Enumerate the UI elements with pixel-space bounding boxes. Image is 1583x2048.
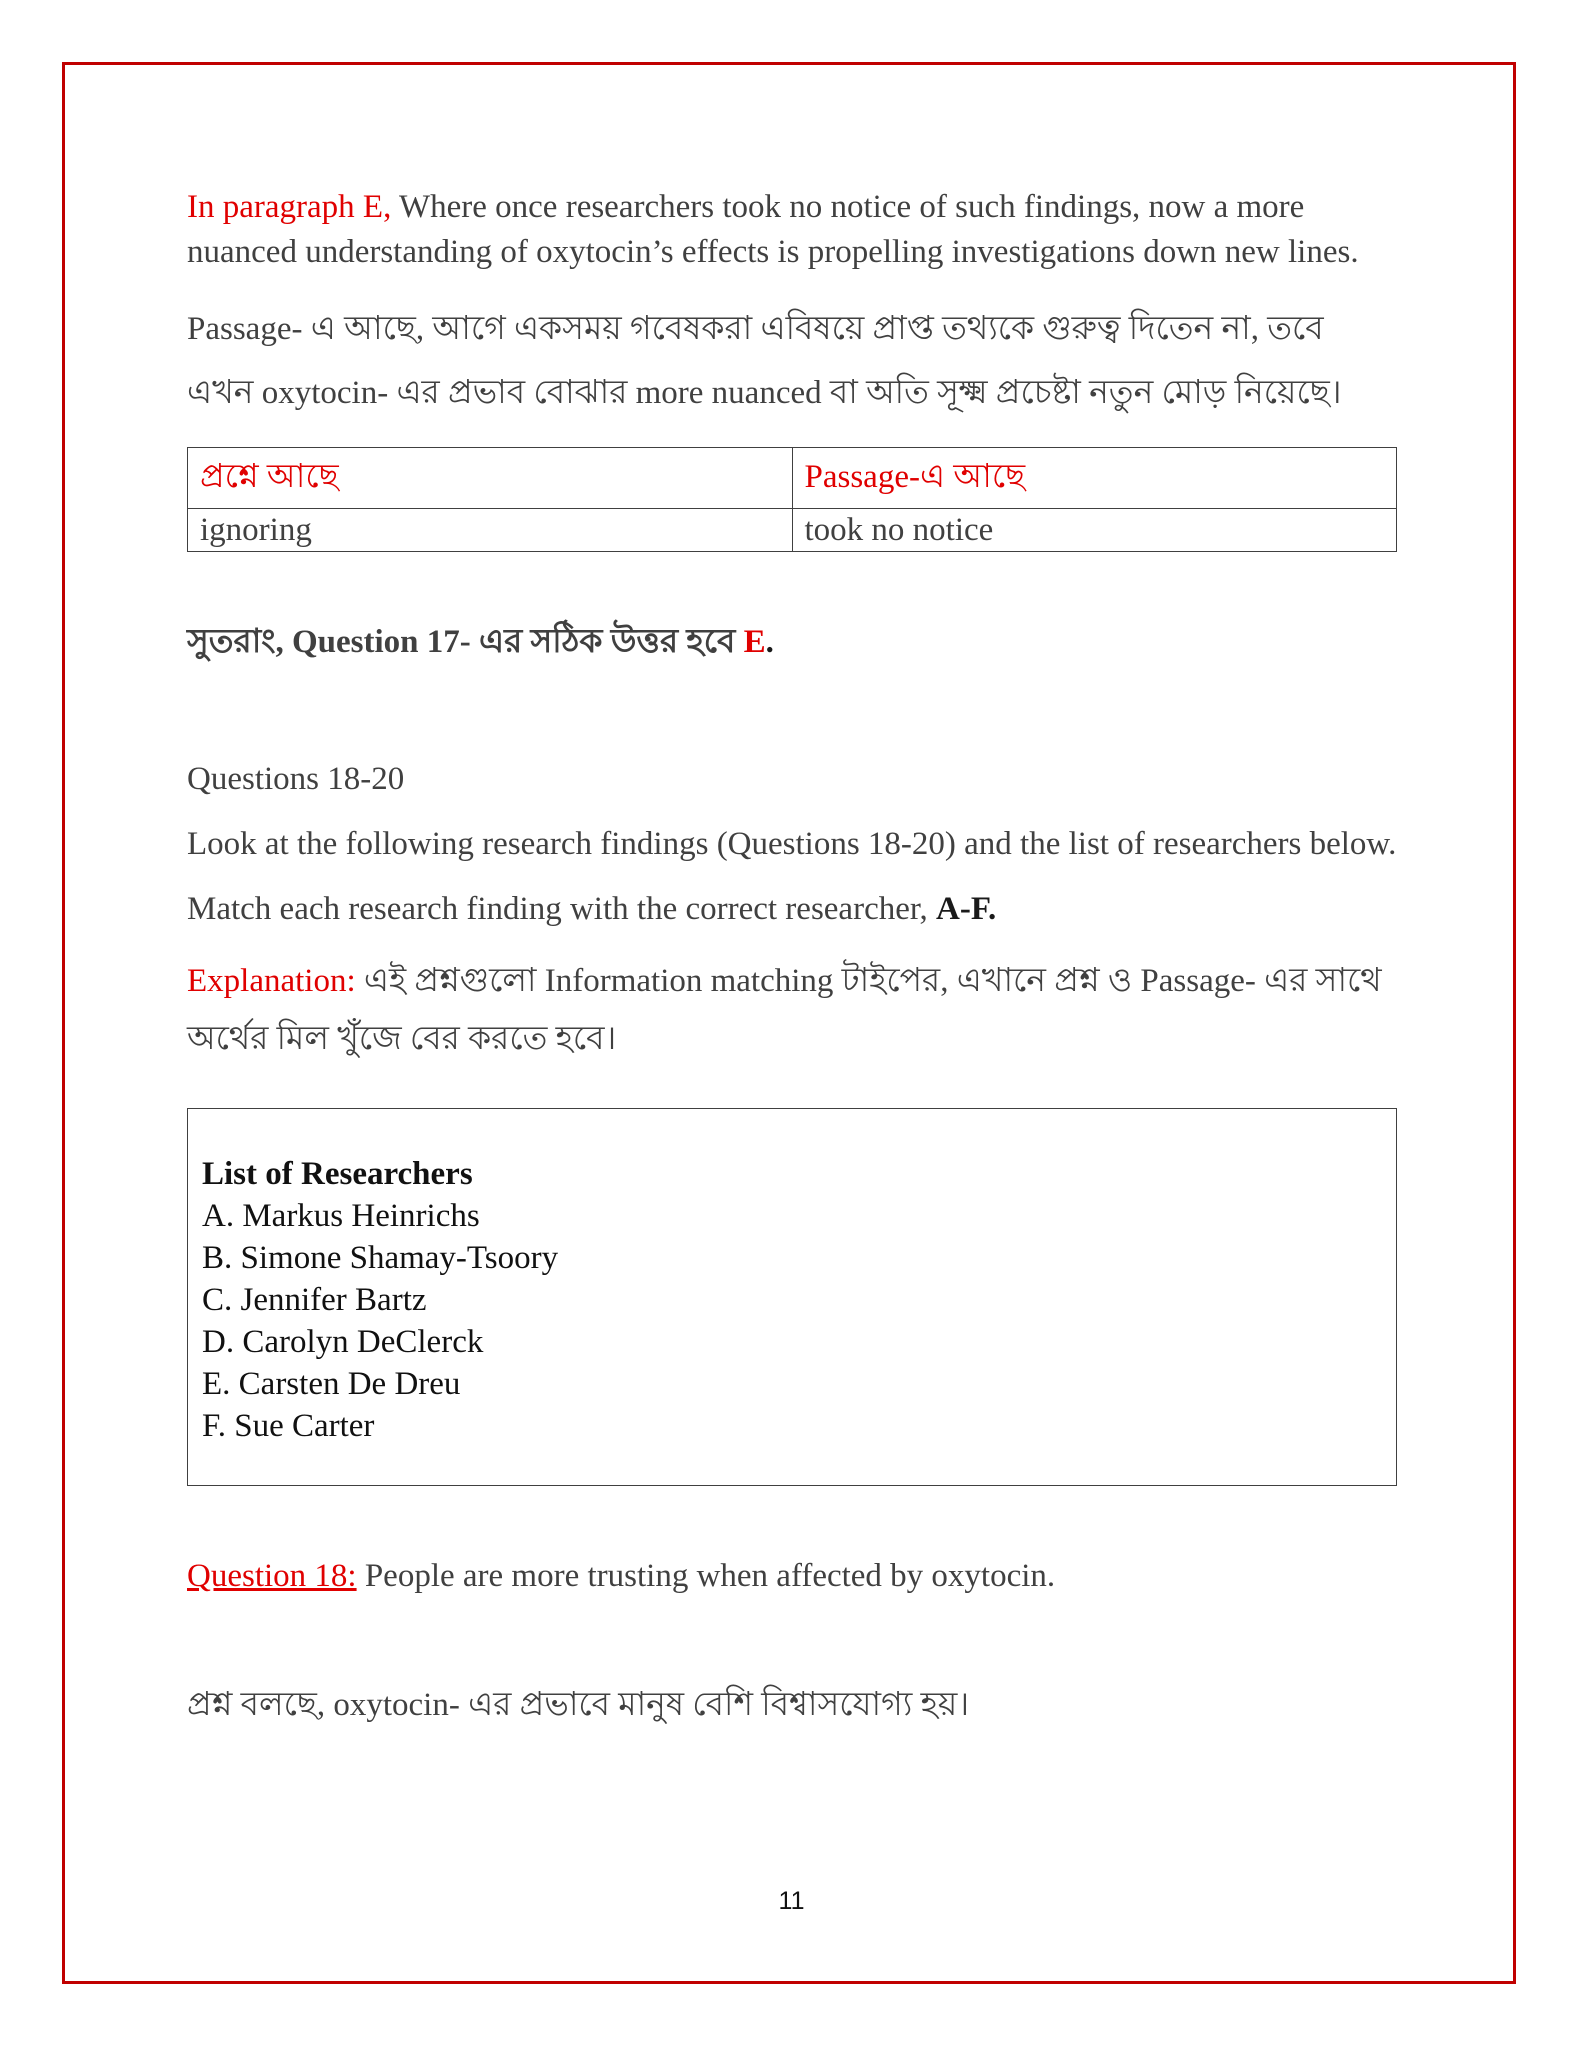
comparison-table-header [188, 448, 1397, 509]
comparison-table [187, 447, 1397, 552]
answer-letter: E [743, 624, 766, 660]
conclusion-text: সুতরাং, Question 17- এর সঠিক উত্তর হবে [187, 624, 744, 660]
explanation-label: Explanation: [187, 963, 356, 999]
explanation-paragraph [187, 952, 1397, 1068]
explanation-text: এই প্রশ্নগুলো Information matching টাইপের, এখানে প্রশ্ন ও Passage- এর সাথে অর্থের মিল খুঁজে বের করতে হবে। [187, 963, 1382, 1057]
match-range: A-F. [936, 891, 997, 927]
question-18-text: People are more trusting when affected by oxytocin. [356, 1558, 1056, 1594]
header-passage-has: Passage-এ আছে [792, 448, 1397, 509]
question-18-label: Question 18: [187, 1558, 357, 1594]
researcher-list-title: List of Researchers [202, 1156, 473, 1192]
bengali-explanation: Passage- এ আছে, আগে একসময় গবেষকরা এবিষয়ে প্রাপ্ত তথ্যকে গুরুত্ব দিতেন না, তবে এখন oxytocin- এর প্রভাব বোঝার more nuanced বা অতি সূক্ষ্ম প্রচেষ্টা নতুন মোড় নিয়েছে। [187, 311, 1342, 411]
questions-heading: Questions 18-20 [187, 761, 405, 797]
paragraph-e-text: Where once researchers took no notice of such findings, now a more nuanced understanding of oxytocin’s effects is propelling investigations down new lines. [187, 189, 1359, 270]
list-item: B. Simone Shamay-Tsoory [202, 1240, 559, 1276]
page-number: 11 [778, 1887, 805, 1915]
match-instruction-text: Match each research finding with the correct researcher, [187, 891, 937, 927]
questions-intro: Look at the following research findings (Questions 18-20) and the list of researchers below. [187, 826, 1397, 862]
table-cell: ignoring [188, 509, 793, 552]
researcher-list-box [187, 1108, 1397, 1486]
answer-conclusion [187, 620, 1397, 665]
list-item: F. Sue Carter [202, 1408, 375, 1444]
paragraph-e-quote [187, 185, 1397, 275]
table-row [188, 509, 1397, 552]
question-18 [187, 1554, 1397, 1599]
conclusion-period: . [765, 624, 774, 660]
list-item: E. Carsten De Dreu [202, 1366, 461, 1402]
paragraph-e-label: In paragraph E, [187, 189, 392, 225]
list-item: D. Carolyn DeClerck [202, 1324, 484, 1360]
page-content [187, 185, 1397, 1733]
list-item: C. Jennifer Bartz [202, 1282, 427, 1318]
question-18-bengali: প্রশ্ন বলছে, oxytocin- এর প্রভাবে মানুষ বেশি বিশ্বাসযোগ্য হয়। [187, 1687, 970, 1723]
list-item: A. Markus Heinrichs [202, 1198, 480, 1234]
table-cell: took no notice [792, 509, 1397, 552]
match-instruction [187, 887, 1397, 932]
header-question-has: প্রশ্নে আছে [188, 448, 793, 509]
